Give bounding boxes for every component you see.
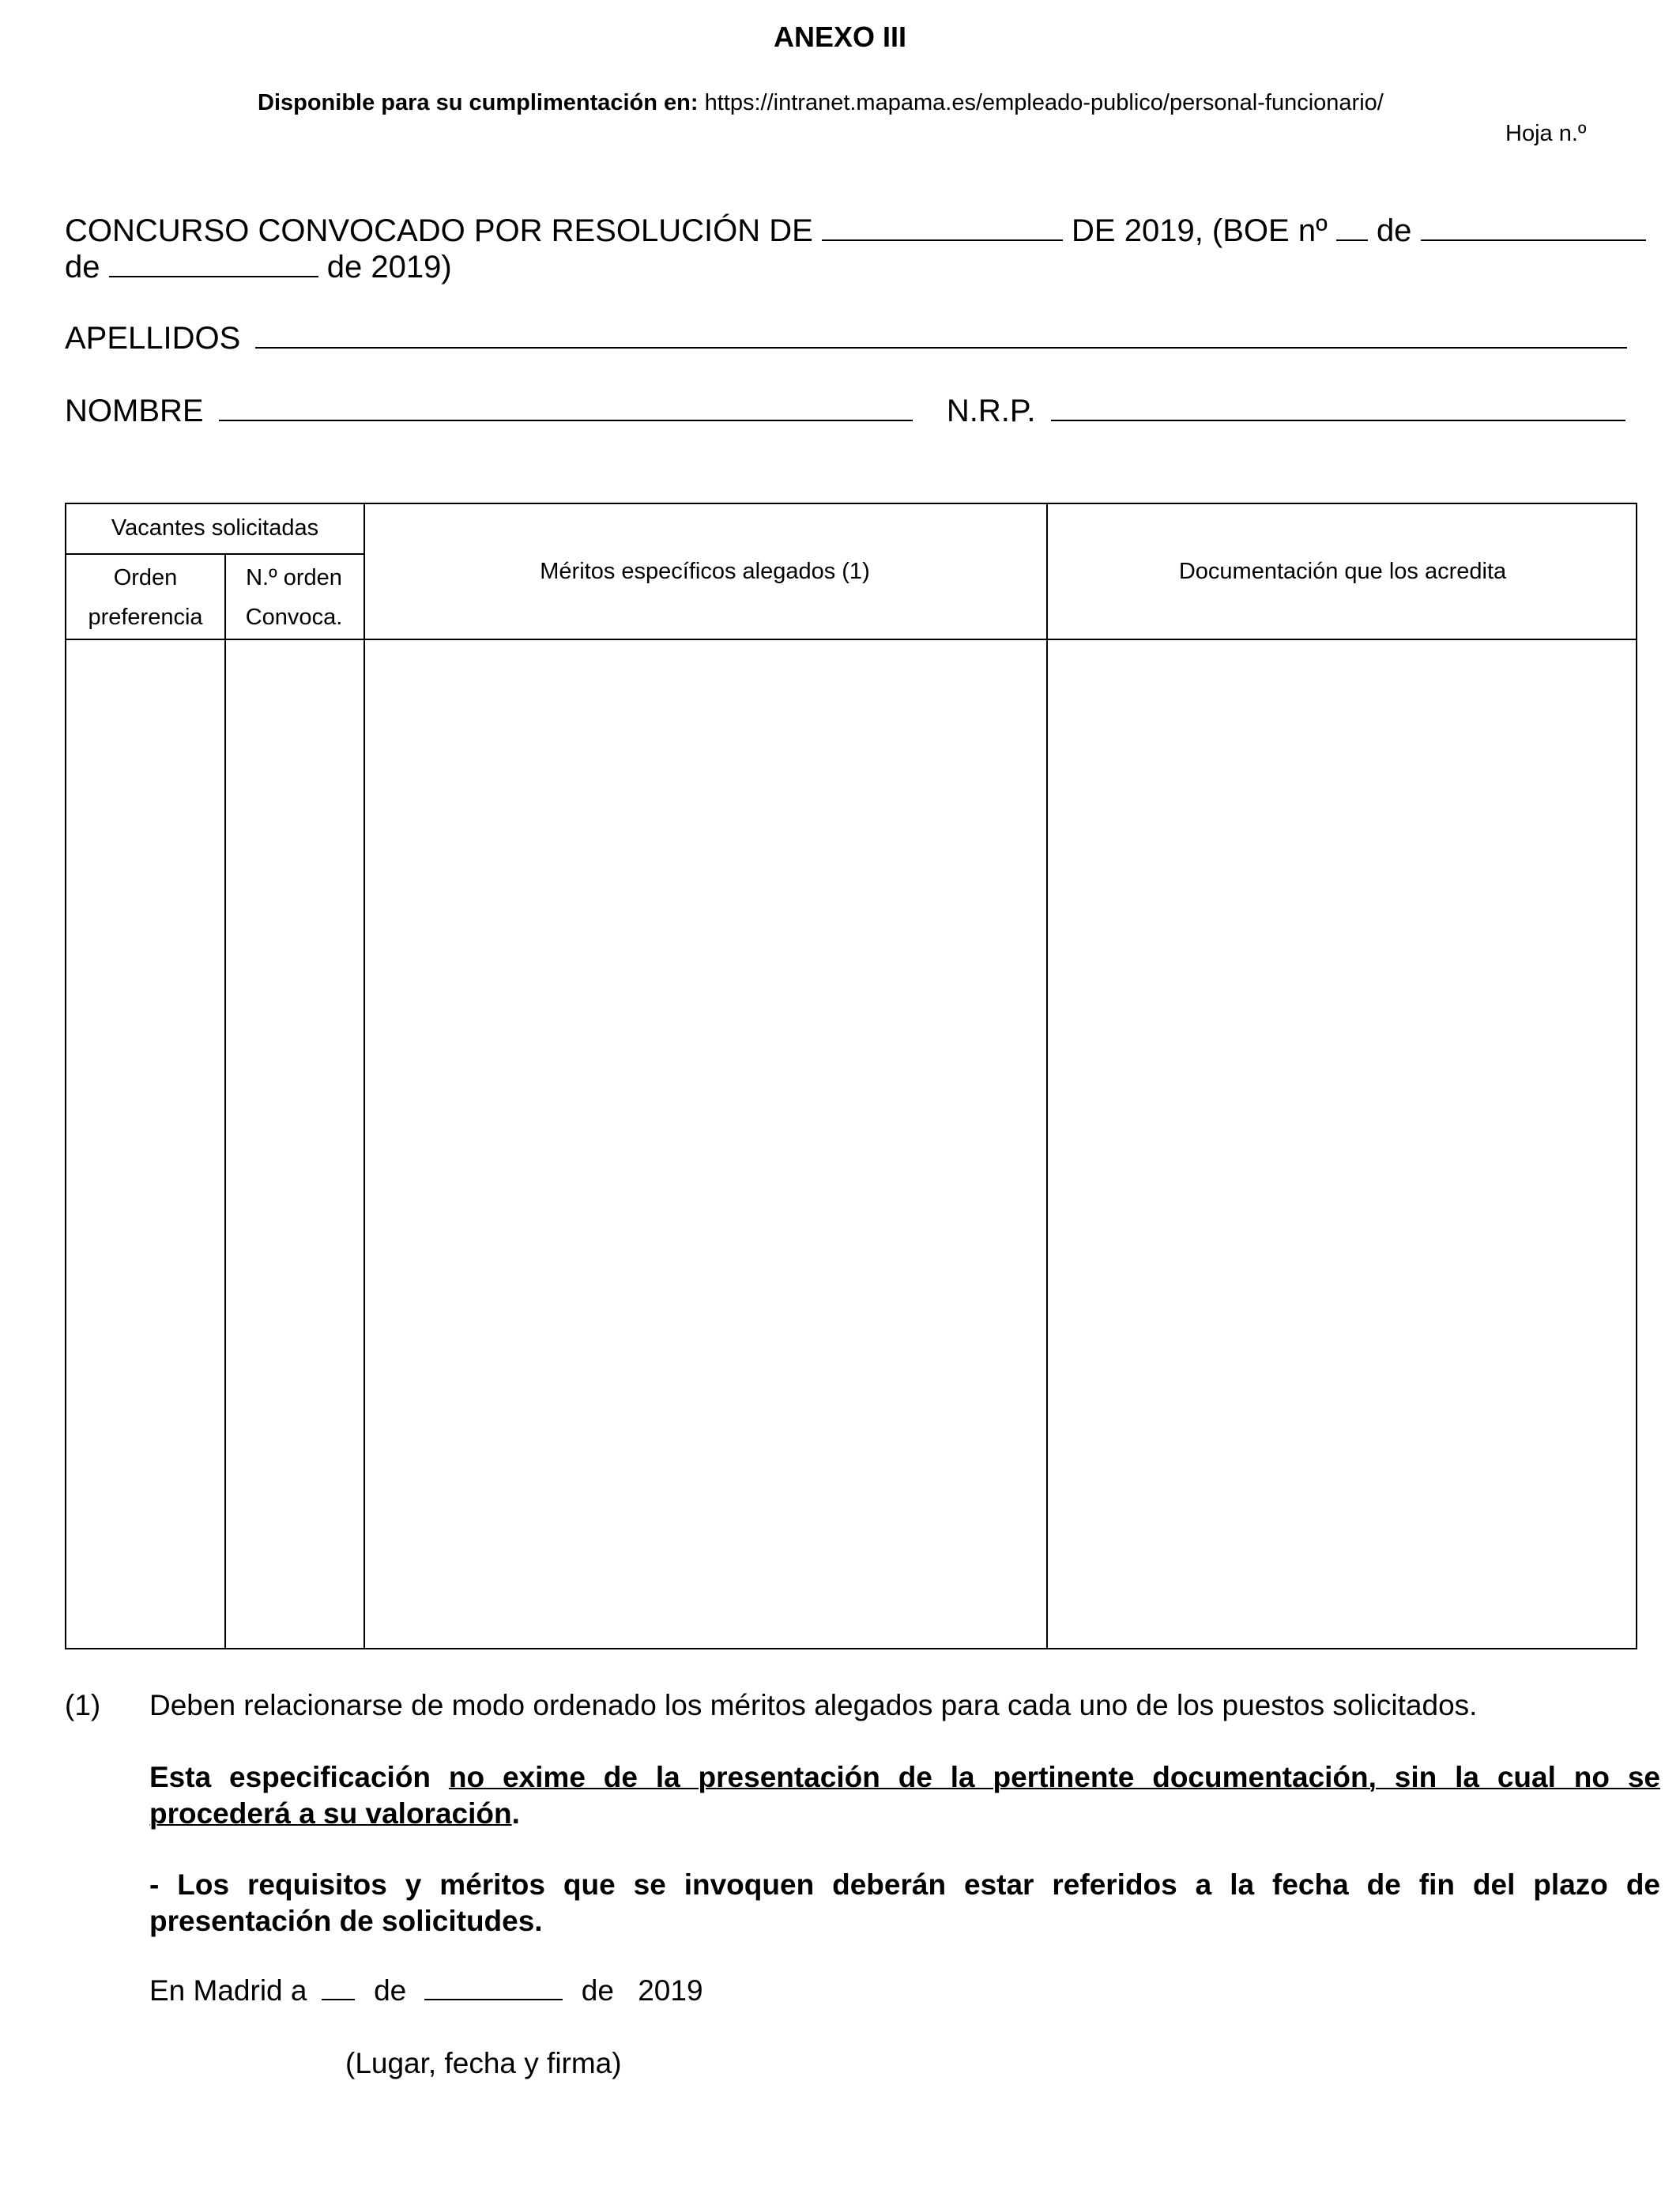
requirements-note: - Los requisitos y méritos que se invoquen deberán estar referidos a la fecha de fin del plazo de presentación de solicitudes. <box>149 1868 1660 1937</box>
annex-title: ANEXO III <box>773 21 907 53</box>
documentation-header: Documentación que los acredita <box>1178 559 1507 584</box>
merits-header: Méritos específicos alegados (1) <box>540 559 870 584</box>
call-number-line1: N.º orden <box>246 565 342 590</box>
place-date-line <box>149 1974 703 2007</box>
surnames-label: APELLIDOS <box>65 321 241 356</box>
nrp-field[interactable] <box>1051 396 1625 421</box>
vacancies-group-header: Vacantes solicitadas <box>111 515 319 541</box>
contest-prefix: CONCURSO CONVOCADO POR RESOLUCIÓN DE <box>65 213 813 248</box>
sheet-number-label: Hoja n.º <box>1505 121 1587 146</box>
availability-label: Disponible para su cumplimentación en: <box>258 90 699 115</box>
footnote-text: Deben relacionarse de modo ordenado los méritos alegados para cada uno de los puestos solicitados. <box>149 1689 1478 1721</box>
order-preference-cell[interactable] <box>66 640 224 1648</box>
place-year: 2019 <box>638 1974 703 2007</box>
documentation-cell[interactable] <box>1048 640 1636 1648</box>
nrp-label: N.R.P. <box>946 394 1036 428</box>
boe-number-field[interactable] <box>1336 216 1368 241</box>
boe-day-field[interactable] <box>1421 216 1646 241</box>
call-number-cell[interactable] <box>226 640 363 1648</box>
place-de-2: de <box>581 1974 614 2007</box>
contest-year-text: DE 2019, (BOE nº <box>1072 213 1328 248</box>
contest-line2-de: de <box>65 250 100 285</box>
resolution-date-field[interactable] <box>822 216 1063 241</box>
signature-caption: (Lugar, fecha y firma) <box>345 2047 622 2079</box>
warning-prefix: Esta especificación <box>149 1761 449 1793</box>
footnote-number: (1) <box>65 1689 101 1721</box>
place-de-1: de <box>374 1974 407 2007</box>
availability-url[interactable]: https://intranet.mapama.es/empleado-publico/personal-funcionario/ <box>704 90 1384 115</box>
surnames-field[interactable] <box>255 323 1627 349</box>
day-field[interactable] <box>322 1977 355 2000</box>
name-field[interactable] <box>219 396 913 421</box>
contest-de-text: de <box>1376 213 1412 248</box>
warning-underlined: no exime de la presentación de la pertinente documentación, sin la cual no se procederá a su valoración <box>149 1761 1660 1830</box>
contest-line2-end: de 2019) <box>326 250 452 285</box>
boe-month-field[interactable] <box>109 252 318 277</box>
order-header-line2: preferencia <box>88 605 203 630</box>
table-subheader-line <box>66 553 363 555</box>
contest-line-1 <box>65 213 1646 249</box>
merits-cell[interactable] <box>365 640 1046 1648</box>
name-label: NOMBRE <box>65 394 204 428</box>
call-number-header <box>224 558 363 637</box>
order-header-line1: Orden <box>113 565 178 590</box>
merits-table <box>65 503 1637 1649</box>
surnames-row <box>65 321 1627 356</box>
month-field[interactable] <box>424 1977 563 2000</box>
contest-line-2 <box>65 250 452 285</box>
warning-suffix: . <box>511 1797 520 1830</box>
documentation-warning <box>149 1759 1660 1832</box>
name-row <box>65 394 1625 429</box>
call-number-line2: Convoca. <box>245 605 343 630</box>
place-prefix: En Madrid a <box>149 1974 307 2007</box>
availability-line <box>258 90 1384 116</box>
order-preference-header <box>66 558 224 637</box>
